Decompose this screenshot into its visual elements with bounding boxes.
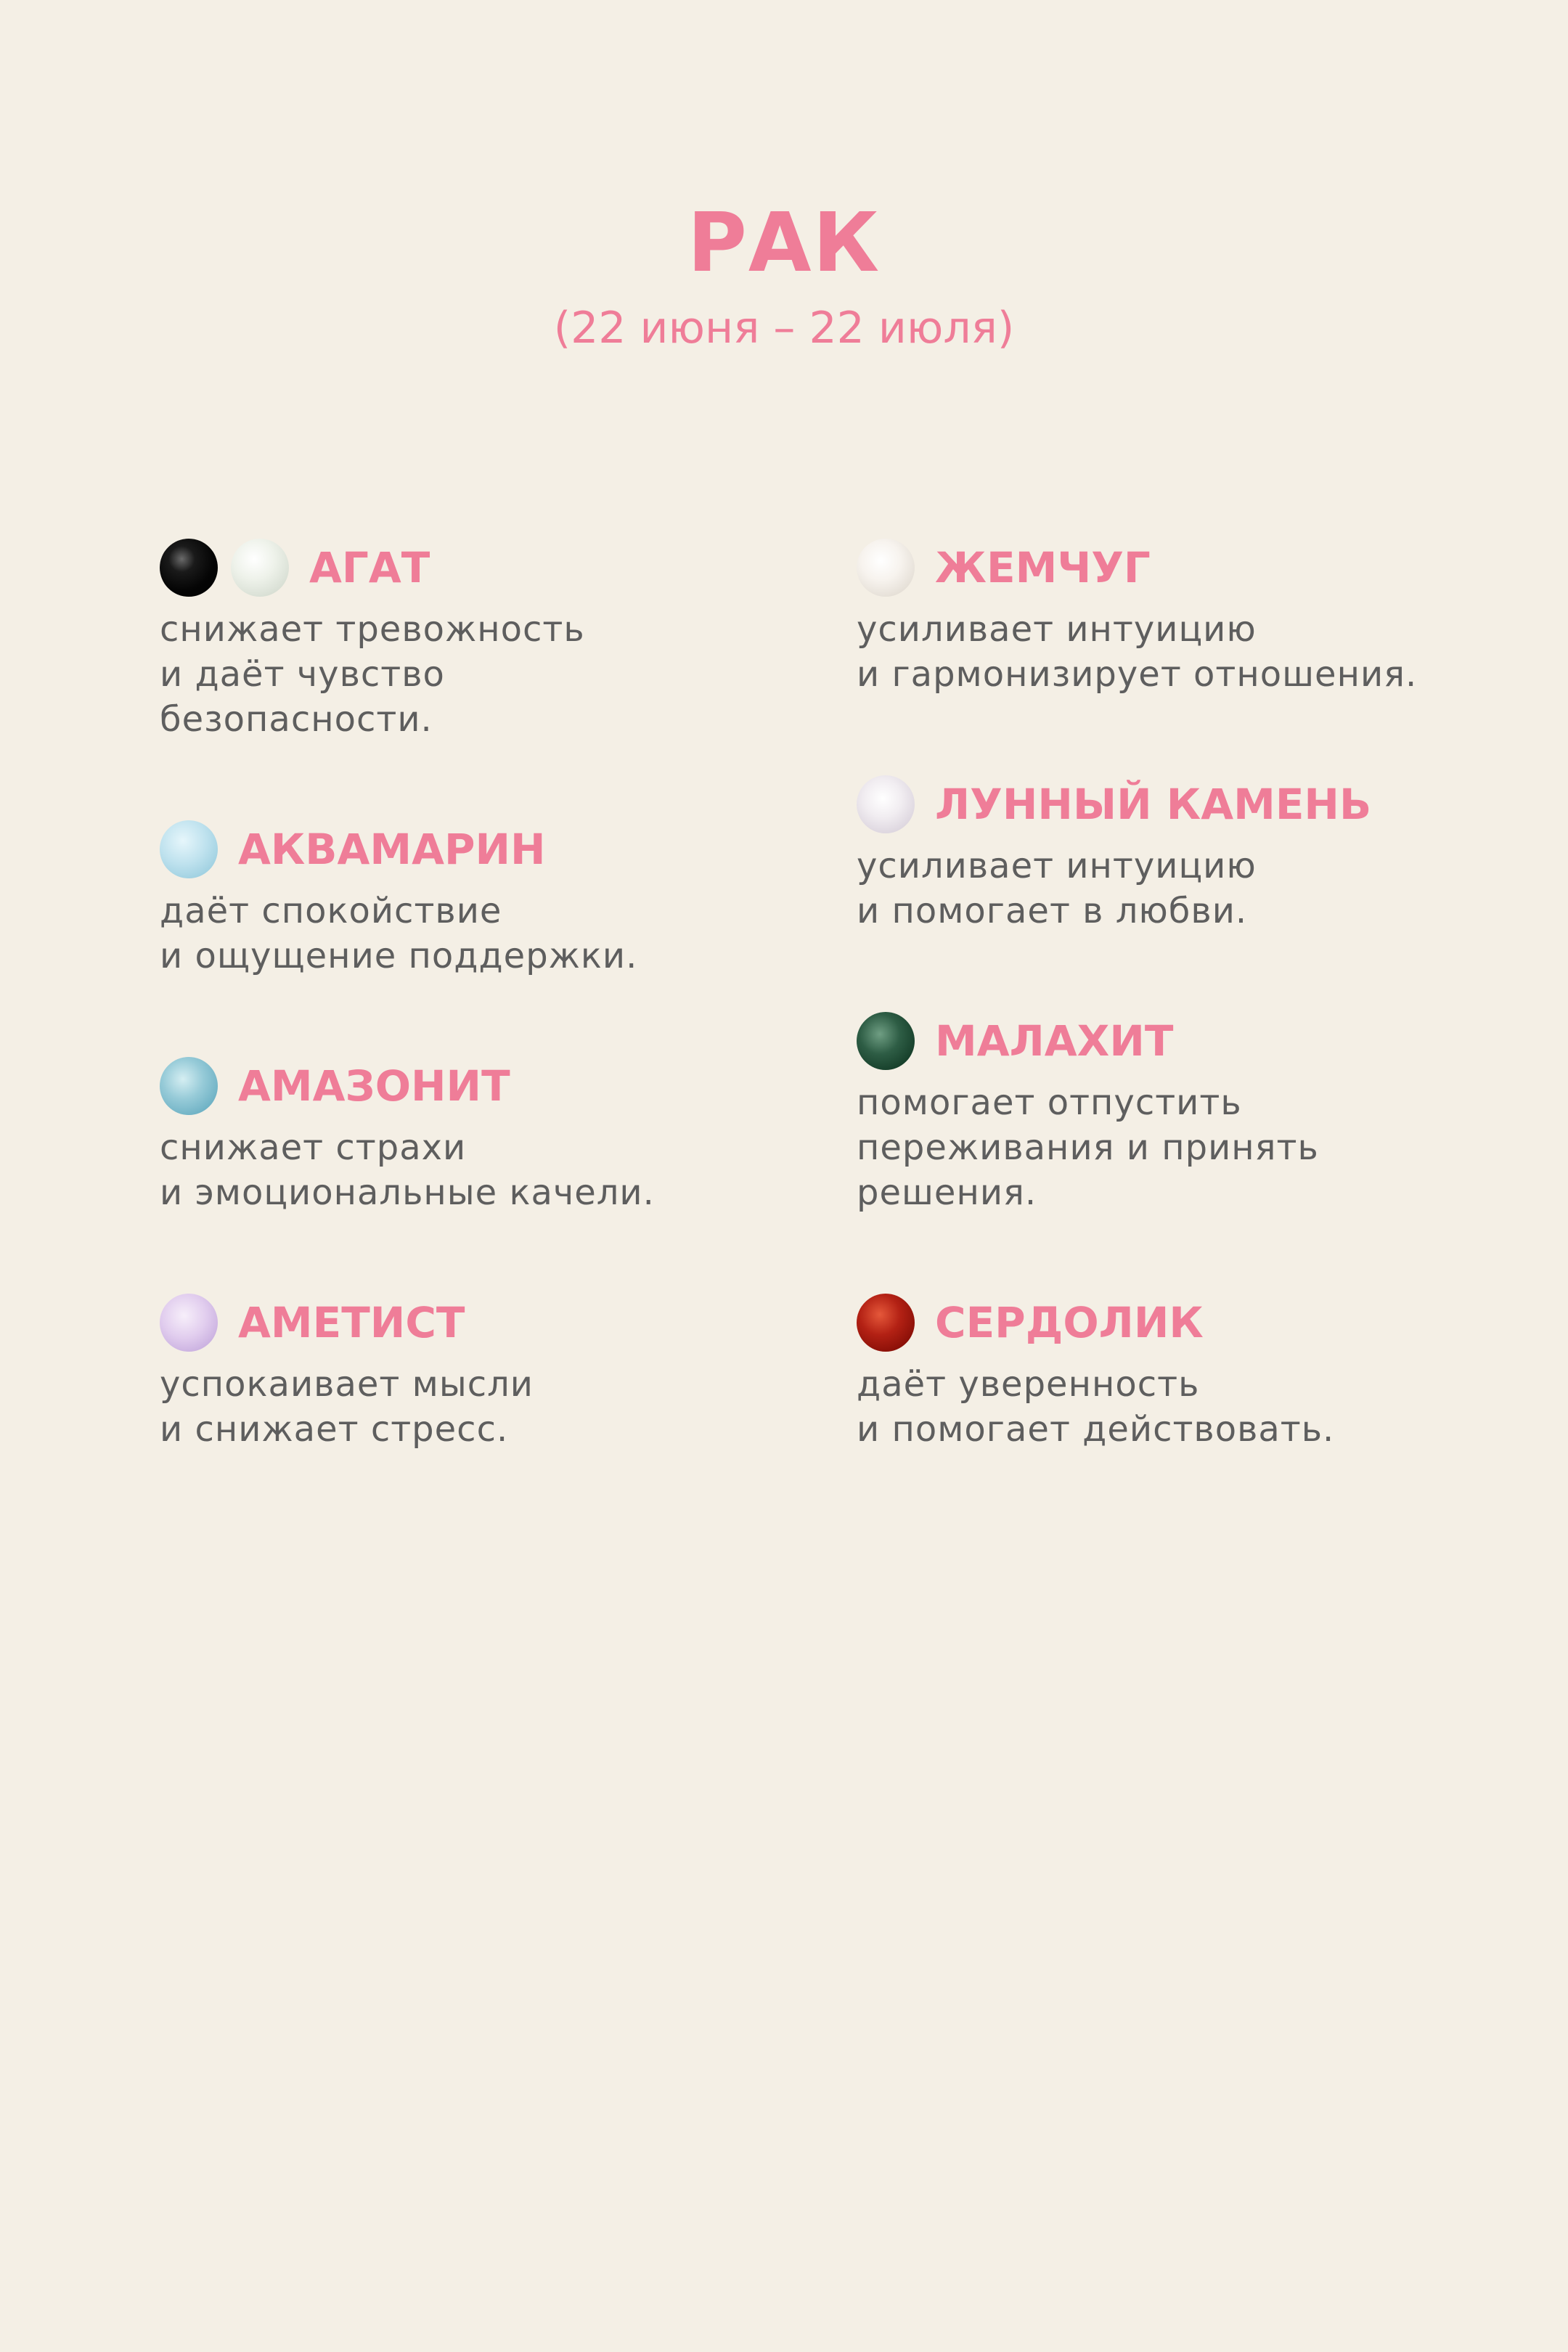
description-line: безопасности.: [160, 699, 433, 740]
stone-malachite: [857, 1010, 1553, 1215]
stone-header: [160, 537, 813, 598]
stone-description: [160, 1125, 813, 1215]
stone-amethyst: [160, 1292, 813, 1452]
description-line: и эмоциональные качели.: [160, 1172, 655, 1213]
stone-moonstone: [857, 774, 1553, 934]
stone-header: [160, 819, 813, 880]
stone-description: [160, 607, 813, 742]
stone-header: [160, 1055, 813, 1116]
black-agate-bead-icon: [160, 539, 218, 597]
stone-description: [857, 1080, 1553, 1215]
stone-description: [160, 889, 813, 979]
description-line: усиливает интуицию: [857, 609, 1257, 650]
moonstone-bead-icon: [857, 775, 915, 833]
date-range: (22 июня – 22 июля): [553, 303, 1015, 354]
stone-name: МАЛАХИТ: [935, 1016, 1174, 1066]
stones-left-column: [160, 537, 813, 1452]
description-line: переживания и принять: [857, 1127, 1319, 1168]
stone-description: [857, 607, 1553, 697]
stone-name: ЛУННЫЙ КАМЕНЬ: [935, 780, 1372, 829]
stone-description: [160, 1362, 813, 1452]
stone-name: АКВАМАРИН: [238, 825, 546, 874]
stone-agate: [160, 537, 813, 742]
page-title: РАК: [687, 196, 881, 290]
stone-pearl: [857, 537, 1553, 697]
description-line: и помогает в любви.: [857, 891, 1248, 931]
description-line: даёт уверенность: [857, 1364, 1200, 1405]
stone-name: СЕРДОЛИК: [935, 1298, 1204, 1347]
amazonite-bead-icon: [160, 1057, 218, 1115]
description-line: и гармонизирует отношения.: [857, 654, 1418, 695]
stone-name: ЖЕМЧУГ: [935, 543, 1151, 592]
pearl-bead-icon: [857, 539, 915, 597]
stone-header: [857, 537, 1553, 598]
description-line: даёт спокойствие: [160, 891, 502, 931]
stone-description: [857, 844, 1553, 934]
description-line: усиливает интуицию: [857, 846, 1257, 886]
description-line: снижает тревожность: [160, 609, 585, 650]
stone-carnelian: [857, 1292, 1553, 1452]
white-agate-bead-icon: [231, 539, 289, 597]
description-line: успокаивает мысли: [160, 1364, 534, 1405]
page-header: [0, 196, 1568, 357]
malachite-bead-icon: [857, 1012, 915, 1070]
description-line: и помогает действовать.: [857, 1409, 1335, 1450]
description-line: снижает страхи: [160, 1127, 467, 1168]
stone-description: [857, 1362, 1553, 1452]
carnelian-bead-icon: [857, 1294, 915, 1352]
stone-header: [857, 774, 1553, 835]
description-line: решения.: [857, 1172, 1037, 1213]
aquamarine-bead-icon: [160, 820, 218, 878]
stone-amazonite: [160, 1055, 813, 1215]
description-line: и ощущение поддержки.: [160, 936, 638, 976]
stone-header: [857, 1292, 1553, 1353]
description-line: помогает отпустить: [857, 1082, 1242, 1123]
stone-aquamarine: [160, 819, 813, 979]
description-line: и снижает стресс.: [160, 1409, 509, 1450]
stones-right-column: [857, 537, 1553, 1452]
stone-header: [857, 1010, 1553, 1071]
stone-header: [160, 1292, 813, 1353]
amethyst-bead-icon: [160, 1294, 218, 1352]
stone-name: АМЕТИСТ: [238, 1298, 465, 1347]
description-line: и даёт чувство: [160, 654, 445, 695]
stone-name: АГАТ: [309, 543, 430, 592]
stone-name: АМАЗОНИТ: [238, 1061, 510, 1111]
